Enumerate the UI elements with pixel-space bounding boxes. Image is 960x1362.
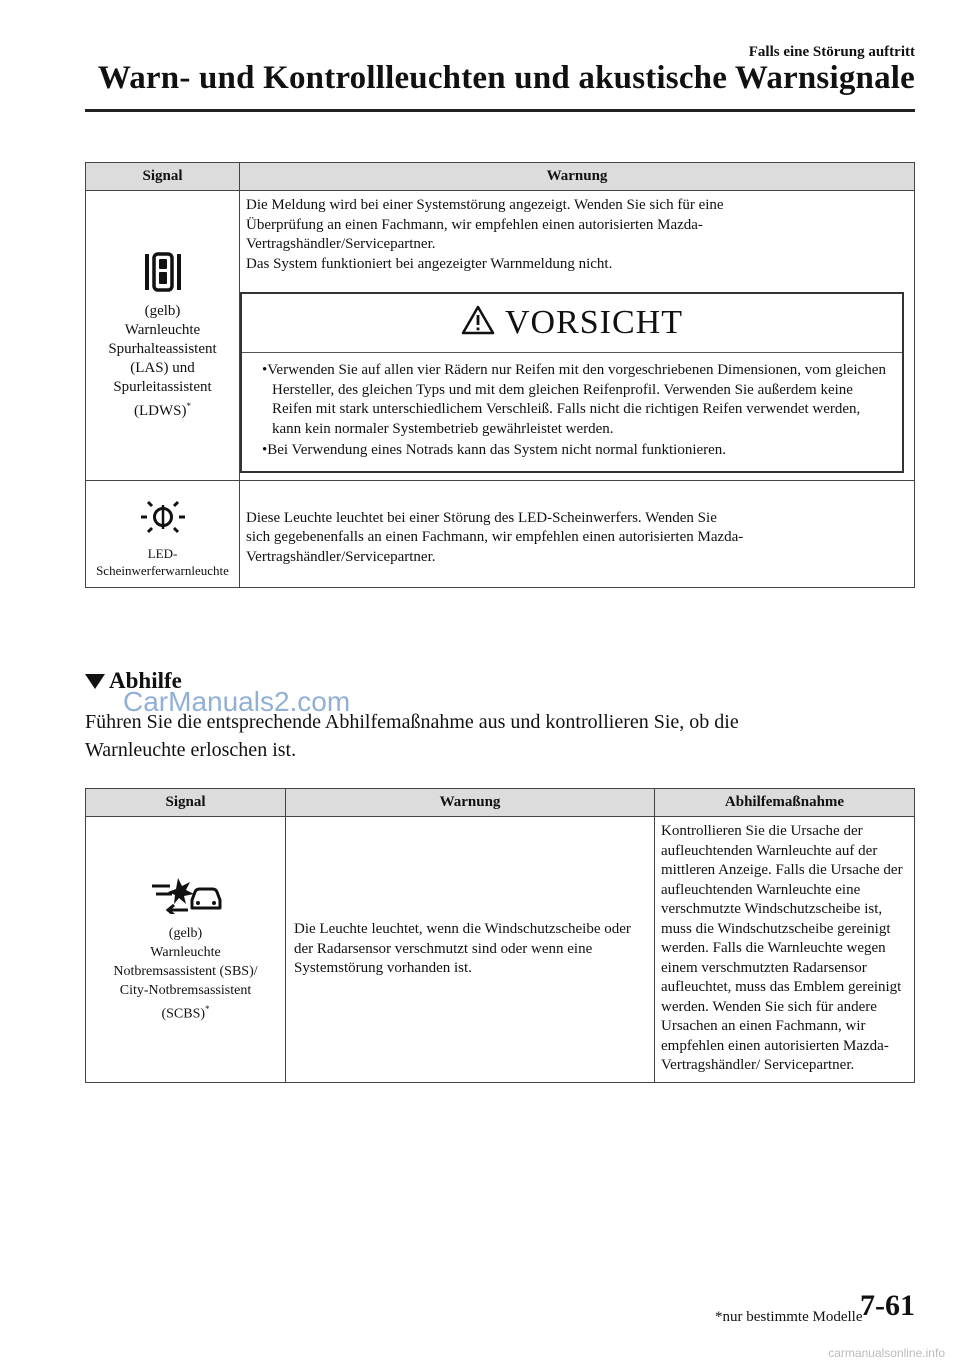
warning-text: Vertragshändler/Servicepartner. xyxy=(246,548,436,565)
signal-cell xyxy=(86,817,286,1083)
signal-label: Spurhalteassistent xyxy=(108,340,217,357)
signal-label: Scheinwerferwarnleuchte xyxy=(96,562,229,578)
warning-text: Das System funktioniert bei angezeigter Warnmeldung nicht. xyxy=(246,255,613,272)
caution-body xyxy=(242,353,902,471)
signal-cell xyxy=(86,191,240,481)
column-header-signal: Signal xyxy=(86,163,240,191)
signal-label: Notbremsassistent (SBS)/ xyxy=(113,964,258,980)
signal-label: Warnleuchte xyxy=(150,945,221,961)
led-headlight-warning-icon xyxy=(87,499,238,545)
signal-label: Spurleitassistent xyxy=(113,378,212,395)
warning-text: Überprüfung an einen Fachmann, wir empfehlen einen autorisierten Mazda- xyxy=(246,216,703,233)
caution-title: VORSICHT xyxy=(504,304,684,342)
header-divider xyxy=(85,109,915,112)
caution-bullet: •Verwenden Sie auf allen vier Rädern nur Reifen mit den vorgeschriebenen Dimensionen, vom gleichen Hersteller, des gleichen Typs und mit dem gleichen Reifenprofil. Verwenden Sie außerdem keine Reifen mit stark unterschiedlichem Verschleiß. Falls nicht die richtigen Reifen verwendet werden, kann kein normaler Systembetrieb gewährleistet werden. xyxy=(262,362,886,437)
footnote-marker: * xyxy=(186,400,191,411)
sbs-warning-icon xyxy=(87,874,284,920)
caution-bullet: •Bei Verwendung eines Notrads kann das System nicht normal funktionieren. xyxy=(262,442,727,458)
warning-cell xyxy=(240,480,915,587)
column-header-warning: Warnung xyxy=(240,163,915,191)
warning-text: sich gegebenenfalls an einen Fachmann, wir empfehlen einen autorisierten Mazda- xyxy=(246,529,744,545)
section-header: Falls eine Störung auftritt xyxy=(748,44,915,60)
table-row xyxy=(86,817,915,1083)
warning-text: Die Meldung wird bei einer Systemstörung angezeigt. Wenden Sie sich für eine xyxy=(246,197,724,213)
signal-label: LED- xyxy=(147,545,178,561)
signal-label: (SCBS) xyxy=(161,1007,206,1023)
caution-header xyxy=(242,294,902,353)
footnote-marker: * xyxy=(205,1004,210,1015)
signal-label: (LAS) und xyxy=(130,359,195,376)
warning-cell xyxy=(240,191,915,481)
section-paragraph xyxy=(85,708,885,764)
signal-label: Warnleuchte xyxy=(124,321,201,338)
paragraph-line: Führen Sie die entsprechende Abhilfemaßnahme aus und kontrollieren Sie, ob die xyxy=(85,711,739,733)
remedy-table xyxy=(85,788,915,1083)
caution-box xyxy=(240,292,904,473)
signal-label: (gelb) xyxy=(144,302,181,319)
triangle-down-icon xyxy=(85,674,105,689)
signal-label-line xyxy=(87,397,238,421)
signal-label: (gelb) xyxy=(168,926,203,942)
page-number: 7-61 xyxy=(860,1289,915,1322)
page-title: Warn- und Kontrollleuchten und akustische Warnsignale xyxy=(97,60,915,96)
signal-label: City-Notbremsassistent xyxy=(119,983,252,999)
table-row xyxy=(86,480,915,587)
footer-watermark: carmanualsonline.info xyxy=(828,1346,945,1360)
signal-label-line xyxy=(87,1000,284,1024)
warning-text: Diese Leuchte leuchtet bei einer Störung des LED-Scheinwerfers. Wenden Sie xyxy=(246,509,717,526)
table-header-row xyxy=(86,163,915,191)
signal-label: (LDWS) xyxy=(134,402,187,419)
column-header-remedy: Abhilfemaßnahme xyxy=(655,789,915,817)
warning-text: Vertragshändler/Servicepartner. xyxy=(246,236,436,252)
paragraph-line: Warnleuchte erloschen ist. xyxy=(85,739,297,761)
warning-table-1 xyxy=(85,162,915,588)
warning-triangle-icon xyxy=(461,305,495,342)
watermark: CarManuals2.com xyxy=(123,686,351,717)
warning-cell: Die Leuchte leuchtet, wenn die Windschutzscheibe oder der Radarsensor verschmutzt sind oder wenn eine Systemstörung vorhanden ist. xyxy=(286,817,655,1083)
signal-cell xyxy=(86,480,240,587)
table-row xyxy=(86,191,915,481)
column-header-warning: Warnung xyxy=(286,789,655,817)
lane-assist-warning-icon xyxy=(87,250,238,300)
table-header-row xyxy=(86,789,915,817)
remedy-cell: Kontrollieren Sie die Ursache der aufleuchtenden Warnleuchte auf der mittleren Anzeige. Falls die Ursache der aufleuchtenden Warnleuchte eine verschmutzte Windschutzscheibe ist, muss die Windschutzscheibe gereinigt werden. Falls die Warnleuchte wegen einem verschmutzten Radarsensor aufleuchtet, muss das Emblem gereinigt werden. Wenden Sie sich für andere Ursachen an einen Fachmann, wir empfehlen einen autorisierten Mazda-Vertragshändler/ Servicepartner. xyxy=(655,817,915,1083)
section-title-text: Abhilfe xyxy=(109,668,182,693)
footnote: *nur bestimmte Modelle xyxy=(715,1309,863,1325)
column-header-signal: Signal xyxy=(86,789,286,817)
